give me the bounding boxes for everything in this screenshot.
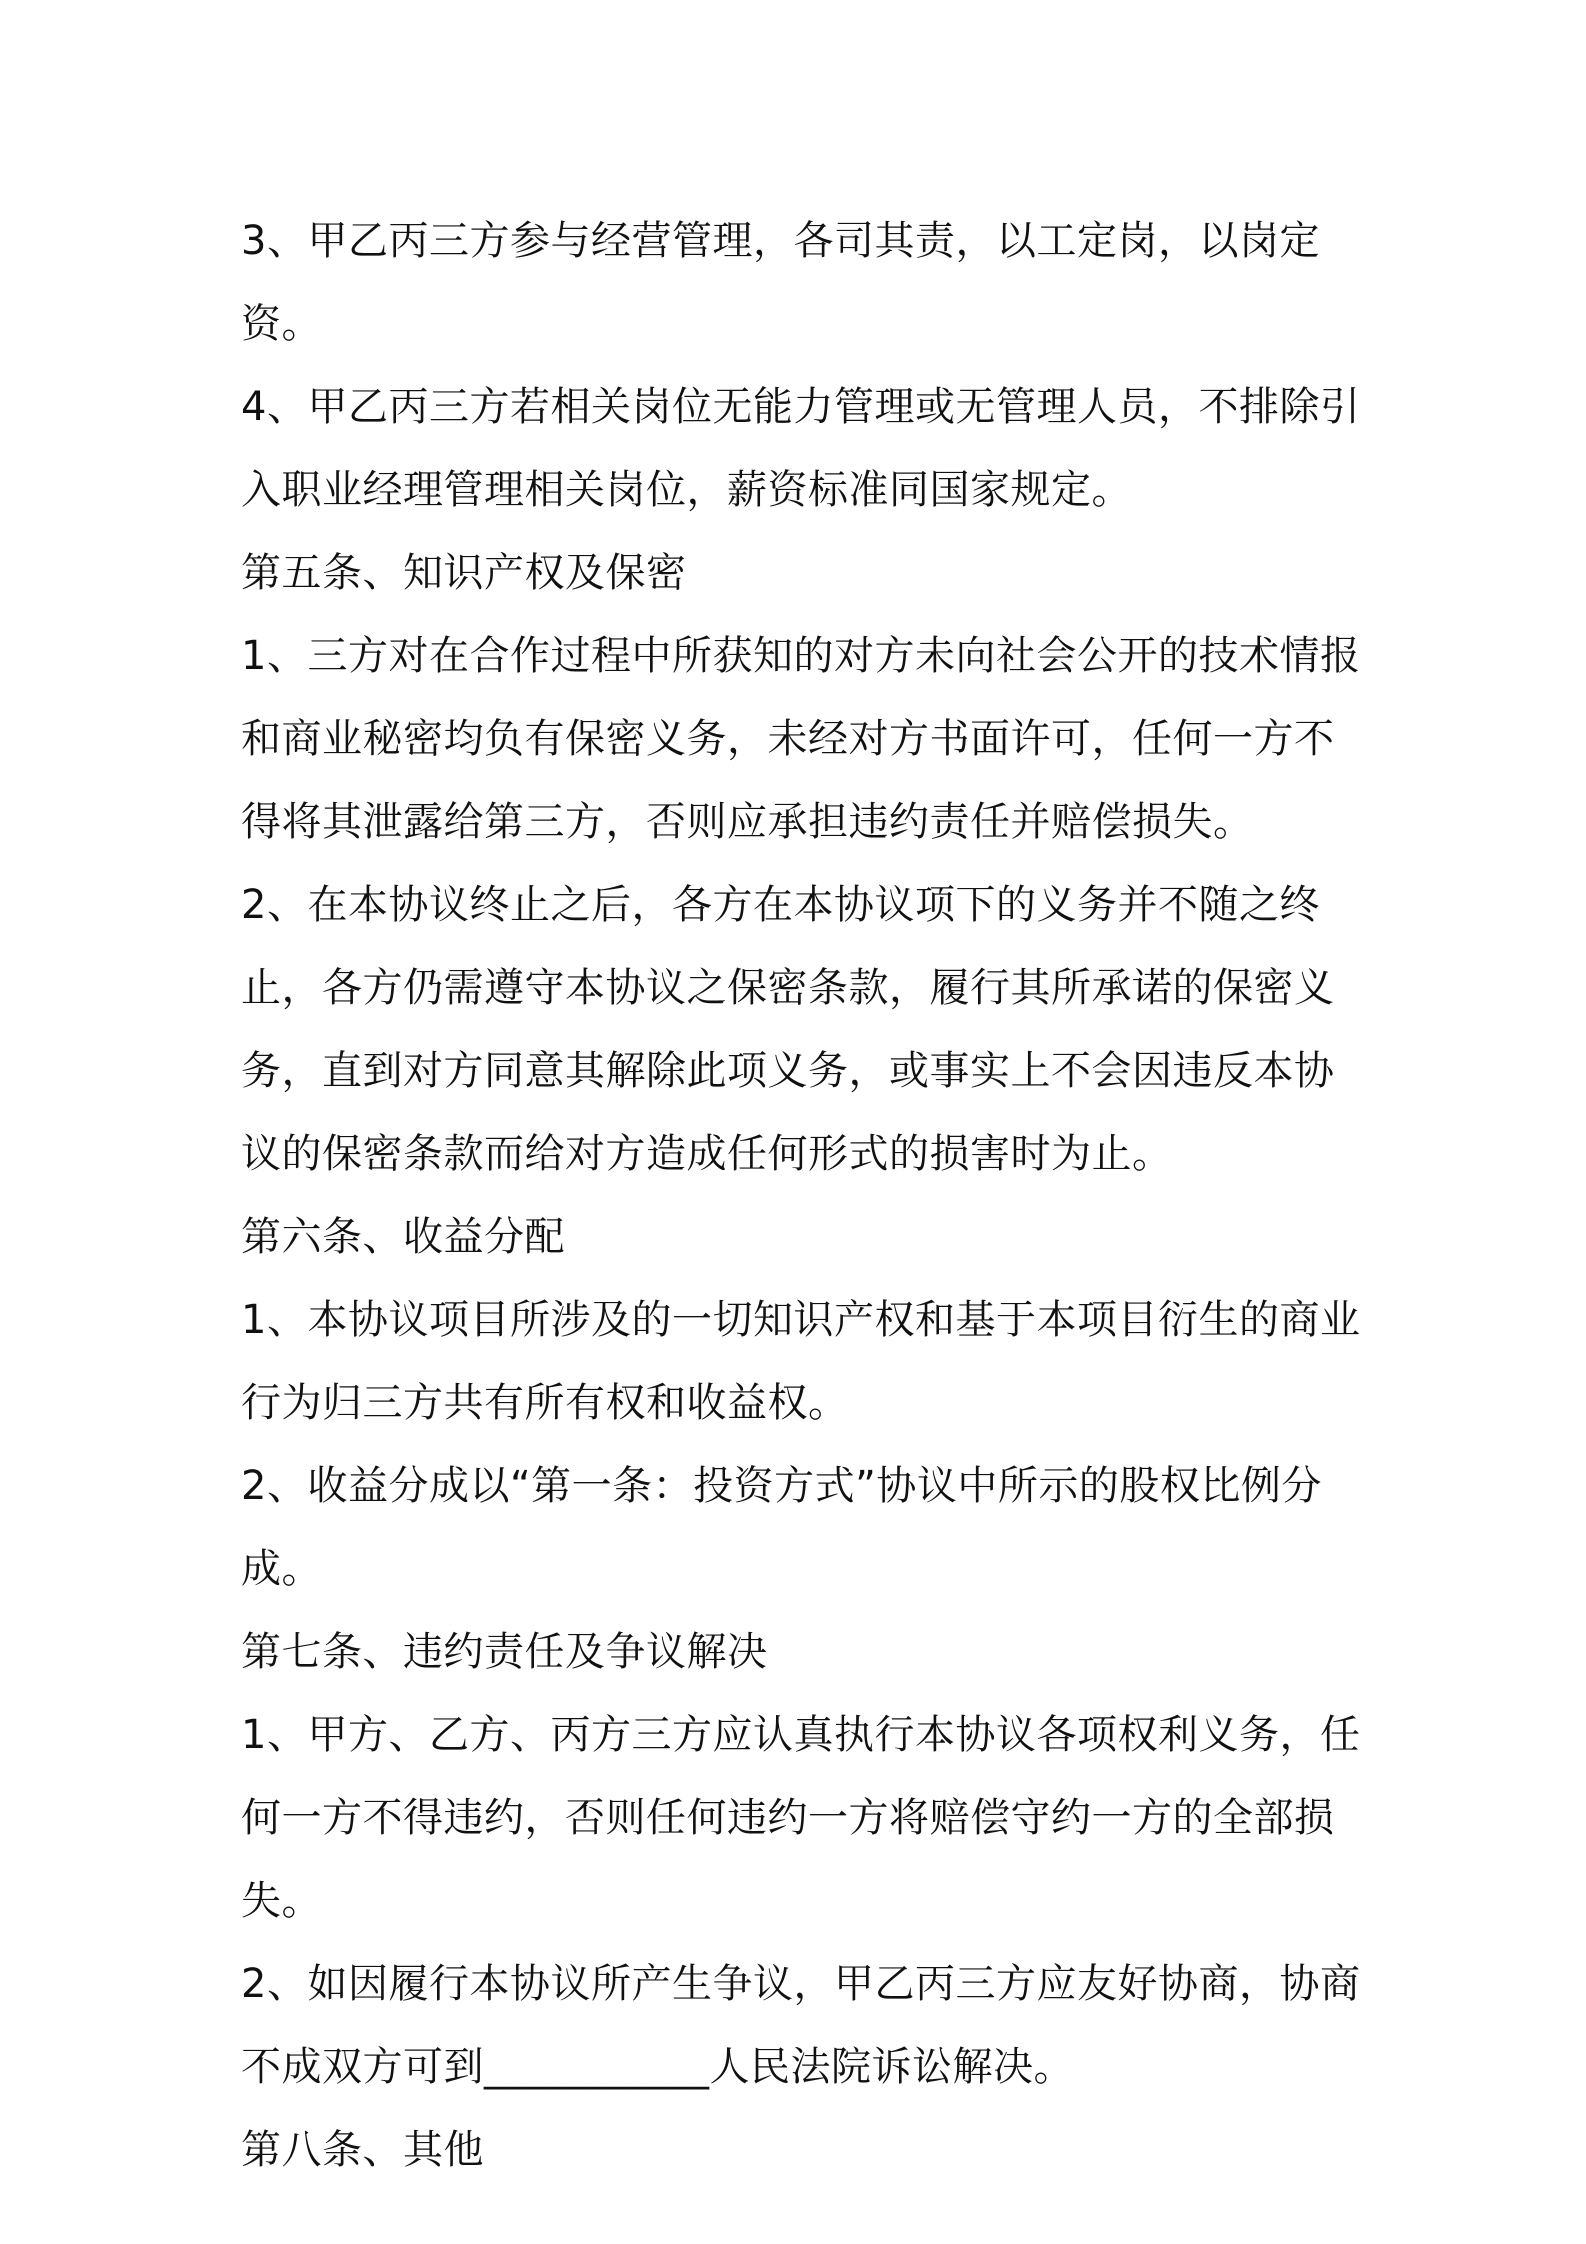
clause-paragraph: 2、收益分成以“第一条：投资方式”协议中所示的股权比例分成。 xyxy=(241,1463,1322,1592)
section-heading: 第七条、违约责任及争议解决 xyxy=(241,1629,768,1675)
clause-paragraph: 2、在本协议终止之后，各方在本协议项下的义务并不随之终止，各方仍需遵守本协议之保密条款，履行其所承诺的保密义务，直到对方同意其解除此项义务，或事实上不会因违反本协议的保密条款而给对方造成任何形式的损害时为止。 xyxy=(241,882,1335,1177)
clause-paragraph: 1、三方对在合作过程中所获知的对方未向社会公开的技术情报和商业秘密均负有保密义务，未经对方书面许可，任何一方不得将其泄露给第三方，否则应承担违约责任并赔偿损失。 xyxy=(241,633,1361,845)
section-heading: 第八条、其他 xyxy=(241,2127,484,2173)
section-heading: 第五条、知识产权及保密 xyxy=(241,550,687,596)
clause-paragraph: 3、甲乙丙三方参与经营管理，各司其责，以工定岗，以岗定资。 xyxy=(241,218,1320,347)
clause-paragraph: 1、甲方、乙方、丙方三方应认真执行本协议各项权利义务，任何一方不得违约，否则任何违约一方将赔偿守约一方的全部损失。 xyxy=(241,1712,1361,1924)
document-body xyxy=(241,200,1371,2192)
clause-paragraph: 2、如因履行本协议所产生争议，甲乙丙三方应友好协商，协商不成双方可到___________人民法院诉讼解决。 xyxy=(241,1961,1361,2090)
clause-paragraph: 4、甲乙丙三方若相关岗位无能力管理或无管理人员，不排除引入职业经理管理相关岗位，薪资标准同国家规定。 xyxy=(241,384,1361,513)
clause-paragraph: 1、本协议项目所涉及的一切知识产权和基于本项目衍生的商业行为归三方共有所有权和收益权。 xyxy=(241,1297,1361,1426)
section-heading: 第六条、收益分配 xyxy=(241,1214,565,1260)
